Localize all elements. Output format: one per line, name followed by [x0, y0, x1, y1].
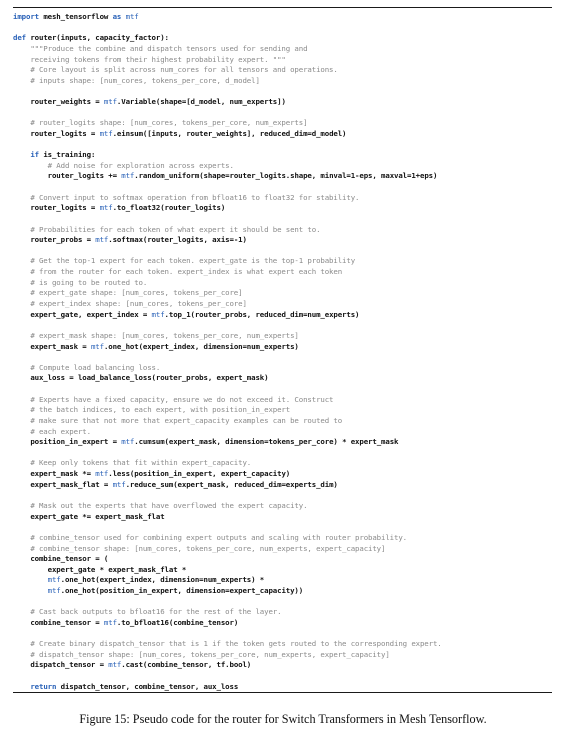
code-comment-line — [13, 405, 290, 415]
code-module-name: mtf — [95, 469, 109, 479]
code-line — [13, 469, 290, 479]
code-comment-line — [13, 501, 307, 511]
code-line — [13, 129, 346, 139]
code-text: .one_hot(expert_index, dimension=num_experts) — [103, 341, 299, 351]
code-text: # make sure that not more that expert_capacity examples can be routed to — [13, 415, 343, 425]
code-comment-line — [13, 533, 407, 543]
code-line — [13, 235, 247, 245]
code-comment-line — [13, 363, 160, 373]
code-line — [13, 171, 437, 181]
code-module-name: mtf — [95, 235, 109, 245]
code-line — [13, 12, 139, 22]
code-module-name: mtf — [47, 586, 61, 596]
code-text: .cumsum(expert_mask, dimension=tokens_per_core) * expert_mask — [134, 437, 399, 447]
code-comment-line — [13, 65, 338, 75]
code-text: mesh_tensorflow — [38, 12, 113, 21]
code-text: expert_mask *= — [13, 469, 96, 479]
code-text: # Convert input to softmax operation from bfloat16 to float32 for stability. — [13, 192, 360, 202]
code-text: .one_hot(expert_index, dimension=num_experts) * — [60, 575, 265, 585]
code-text: position_in_expert = — [13, 437, 122, 447]
code-text: # Get the top-1 expert for each token. expert_gate is the top-1 probability — [13, 256, 356, 266]
code-text — [13, 586, 48, 595]
code-text: # Experts have a fixed capacity, ensure we do not exceed it. Construct — [13, 394, 334, 404]
code-comment-line — [13, 288, 242, 298]
code-comment-line — [13, 639, 442, 649]
code-text: expert_mask_flat = — [13, 479, 113, 489]
code-text: .softmax(router_logits, axis=-1) — [108, 235, 247, 245]
code-module-name: mtf — [103, 97, 117, 107]
code-text: .random_uniform(shape=router_logits.shape, minval=1-eps, maxval=1+eps) — [134, 171, 438, 181]
code-text — [13, 150, 30, 159]
code-comment-line — [13, 267, 342, 277]
figure-caption: Figure 15: Pseudo code for the router for Switch Transformers in Mesh Tensorflow. — [79, 712, 487, 726]
top-rule — [13, 7, 552, 8]
code-module-name: mtf — [151, 309, 165, 319]
code-line — [13, 512, 165, 522]
bottom-rule — [13, 692, 552, 693]
code-text: receiving tokens from their highest probability expert. """ — [13, 54, 286, 64]
code-text: expert_gate *= expert_mask_flat — [13, 511, 165, 521]
code-module-name: mtf — [99, 128, 113, 138]
code-comment-line — [13, 161, 234, 171]
code-comment-line — [13, 416, 342, 426]
code-text: expert_gate * expert_mask_flat * — [13, 564, 187, 574]
code-text: # Mask out the experts that have overflowed the expert capacity. — [13, 500, 308, 510]
code-text: # expert_mask shape: [num_cores, tokens_per_core, num_experts] — [13, 330, 299, 340]
code-keyword: as — [112, 12, 122, 21]
code-line — [13, 618, 238, 628]
code-text: aux_loss = load_balance_loss(router_probs, expert_mask) — [13, 373, 269, 383]
code-text: dispatch_tensor = — [13, 660, 109, 670]
code-comment-line — [13, 331, 299, 341]
code-line — [13, 586, 303, 596]
code-comment-line — [13, 118, 307, 128]
code-line — [13, 660, 251, 670]
code-text: # Cast back outputs to bfloat16 for the rest of the layer. — [13, 607, 282, 617]
code-module-name: mtf — [121, 171, 135, 181]
code-module-name: mtf — [121, 437, 135, 447]
code-text: router_logits = — [13, 128, 100, 138]
code-text — [13, 682, 30, 691]
code-comment-line — [13, 44, 307, 54]
code-text: # combine_tensor shape: [num_cores, tokens_per_core, num_experts, expert_capacity] — [13, 543, 386, 553]
code-line — [13, 554, 108, 564]
code-text: .einsum([inputs, router_weights], reduced_dim=d_model) — [112, 128, 347, 138]
code-line — [13, 33, 169, 43]
code-text: router(inputs, capacity_factor): — [26, 33, 169, 43]
code-text: .cast(combine_tensor, tf.bool) — [121, 660, 252, 670]
code-line — [13, 97, 286, 107]
code-line — [13, 342, 299, 352]
code-comment-line — [13, 225, 320, 235]
code-text: router_logits = — [13, 203, 100, 213]
code-comment-line — [13, 607, 281, 617]
code-text: # expert_gate shape: [num_cores, tokens_per_core] — [13, 288, 243, 298]
code-text: # Probabilities for each token of what expert it should be sent to. — [13, 224, 321, 234]
code-text: # the batch indices, to each expert, with position_in_expert — [13, 405, 291, 415]
code-keyword: if — [30, 150, 39, 160]
code-comment-line — [13, 55, 286, 65]
code-text: # expert_index shape: [num_cores, tokens_per_core] — [13, 299, 247, 308]
code-line — [13, 575, 264, 585]
code-text: is_training: — [39, 150, 96, 160]
code-line — [13, 203, 225, 213]
code-keyword: def — [13, 33, 26, 43]
code-module-name: mtf — [47, 575, 61, 585]
code-text: # Keep only tokens that fit within expert_capacity. — [13, 458, 252, 468]
code-comment-line — [13, 395, 333, 405]
code-text: router_logits += — [13, 171, 122, 181]
code-comment-line — [13, 650, 390, 660]
code-text: # Add noise for exploration across experts. — [13, 160, 234, 170]
code-text: .top_1(router_probs, reduced_dim=num_experts) — [164, 309, 360, 319]
code-text: # Create binary dispatch_tensor that is 1 if the token gets routed to the corresponding expert. — [13, 639, 442, 649]
code-text: .to_float32(router_logits) — [112, 203, 226, 213]
code-text: .one_hot(position_in_expert, dimension=expert_capacity)) — [60, 586, 304, 596]
code-comment-line — [13, 256, 355, 266]
code-text: # each expert. — [13, 426, 91, 436]
code-line — [13, 480, 338, 490]
code-text: combine_tensor = — [13, 617, 104, 627]
code-line — [13, 565, 186, 575]
code-keyword: return — [30, 681, 57, 691]
code-module-name: mtf — [99, 203, 113, 213]
code-module-name: mtf — [112, 479, 126, 489]
code-text: combine_tensor = ( — [13, 554, 109, 564]
code-module-name: mtf — [103, 617, 117, 627]
code-text: # dispatch_tensor shape: [num_cores, tokens_per_core, num_experts, expert_capacity] — [13, 649, 390, 659]
code-text: # Compute load balancing loss. — [13, 362, 161, 372]
code-module-name: mtf — [90, 341, 104, 351]
code-text: expert_gate, expert_index = — [13, 309, 152, 319]
code-comment-line — [13, 458, 251, 468]
code-text: expert_mask = — [13, 341, 91, 351]
code-text: .to_bfloat16(combine_tensor) — [116, 617, 239, 627]
code-line — [13, 373, 268, 383]
code-text: # combine_tensor used for combining expert outputs and scaling with router probability. — [13, 532, 407, 542]
code-text: # from the router for each token. expert_index is what expert each token — [13, 267, 343, 277]
code-text: # Core layout is split across num_cores for all tensors and operations. — [13, 65, 338, 75]
code-comment-line — [13, 76, 260, 86]
code-comment-line — [13, 278, 147, 288]
code-text: dispatch_tensor, combine_tensor, aux_loss — [56, 681, 239, 691]
code-line — [13, 682, 238, 692]
code-text: """Produce the combine and dispatch tensors used for sending and — [13, 43, 308, 53]
code-text: # router_logits shape: [num_cores, tokens_per_core, num_experts] — [13, 118, 308, 128]
code-comment-line — [13, 299, 247, 309]
code-keyword: import — [13, 12, 39, 21]
code-line — [13, 310, 359, 320]
code-comment-line — [13, 193, 359, 203]
code-comment-line — [13, 427, 91, 437]
code-line — [13, 150, 95, 160]
code-text: .Variable(shape=[d_model, num_experts]) — [116, 97, 286, 107]
code-comment-line — [13, 544, 385, 554]
code-text: router_probs = — [13, 235, 96, 245]
code-text: router_weights = — [13, 97, 104, 107]
code-module-name: mtf — [108, 660, 122, 670]
code-text: # inputs shape: [num_cores, tokens_per_core, d_model] — [13, 75, 260, 85]
code-text: .reduce_sum(expert_mask, reduced_dim=experts_dim) — [125, 479, 338, 489]
code-module-name: mtf — [125, 12, 139, 21]
code-line — [13, 437, 398, 447]
code-text — [13, 575, 48, 584]
code-text: # is going to be routed to. — [13, 277, 148, 287]
code-text: .less(position_in_expert, expert_capacity) — [108, 469, 291, 479]
